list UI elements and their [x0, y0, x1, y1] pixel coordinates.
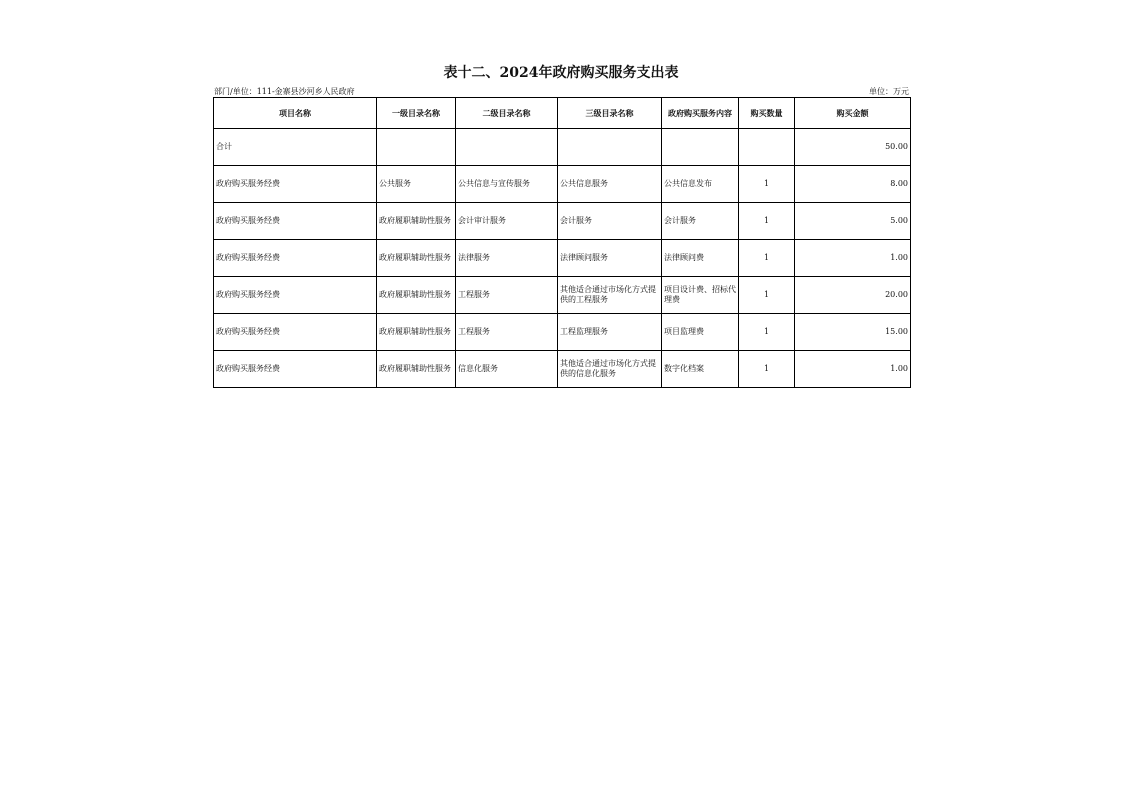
table-row: [214, 240, 911, 277]
cell-level1: 公共服务: [377, 166, 456, 203]
cell-level3: 其他适合通过市场化方式提供的工程服务: [558, 277, 662, 314]
table-row: [214, 314, 911, 351]
table-row: [214, 203, 911, 240]
total-empty-cell: [662, 129, 739, 166]
cell-amount: 1.00: [795, 351, 911, 388]
cell-project: 政府购买服务经费: [214, 277, 377, 314]
cell-amount: 15.00: [795, 314, 911, 351]
cell-level1: 政府履职辅助性服务: [377, 314, 456, 351]
table-row: [214, 351, 911, 388]
header-level1: 一级目录名称: [377, 98, 456, 129]
purchase-services-table: [213, 97, 911, 388]
header-level2: 二级目录名称: [456, 98, 558, 129]
cell-quantity: 1: [739, 203, 795, 240]
cell-amount: 20.00: [795, 277, 911, 314]
header-project-name: 项目名称: [214, 98, 377, 129]
cell-amount: 8.00: [795, 166, 911, 203]
cell-level1: 政府履职辅助性服务: [377, 351, 456, 388]
cell-content: 公共信息发布: [662, 166, 739, 203]
cell-level2: 信息化服务: [456, 351, 558, 388]
cell-level3: 会计服务: [558, 203, 662, 240]
cell-level3: 公共信息服务: [558, 166, 662, 203]
cell-quantity: 1: [739, 240, 795, 277]
cell-level3: 其他适合通过市场化方式提供的信息化服务: [558, 351, 662, 388]
cell-content: 法律顾问费: [662, 240, 739, 277]
cell-amount: 5.00: [795, 203, 911, 240]
header-level3: 三级目录名称: [558, 98, 662, 129]
header-quantity: 购买数量: [739, 98, 795, 129]
header-service-content: 政府购买服务内容: [662, 98, 739, 129]
cell-project: 政府购买服务经费: [214, 203, 377, 240]
cell-level3: 工程监理服务: [558, 314, 662, 351]
cell-project: 政府购买服务经费: [214, 314, 377, 351]
cell-level2: 工程服务: [456, 277, 558, 314]
cell-project: 政府购买服务经费: [214, 240, 377, 277]
cell-amount: 1.00: [795, 240, 911, 277]
total-empty-cell: [739, 129, 795, 166]
cell-project: 政府购买服务经费: [214, 351, 377, 388]
cell-content: 数字化档案: [662, 351, 739, 388]
cell-level2: 工程服务: [456, 314, 558, 351]
total-row: [214, 129, 911, 166]
department-label: 部门/单位：111-金寨县沙河乡人民政府: [214, 87, 355, 96]
cell-level2: 公共信息与宣传服务: [456, 166, 558, 203]
header-amount: 购买金额: [795, 98, 911, 129]
cell-content: 项目设计费、招标代理费: [662, 277, 739, 314]
cell-quantity: 1: [739, 277, 795, 314]
cell-level1: 政府履职辅助性服务: [377, 277, 456, 314]
table-header-row: [214, 98, 911, 129]
total-amount: 50.00: [795, 129, 911, 166]
unit-label: 单位：万元: [869, 87, 909, 96]
cell-project: 政府购买服务经费: [214, 166, 377, 203]
cell-level2: 法律服务: [456, 240, 558, 277]
cell-quantity: 1: [739, 166, 795, 203]
cell-level1: 政府履职辅助性服务: [377, 240, 456, 277]
total-label: 合计: [214, 129, 377, 166]
cell-level1: 政府履职辅助性服务: [377, 203, 456, 240]
page-title: 表十二、2024年政府购买服务支出表: [443, 65, 679, 81]
cell-quantity: 1: [739, 314, 795, 351]
cell-content: 项目监理费: [662, 314, 739, 351]
cell-content: 会计服务: [662, 203, 739, 240]
total-empty-cell: [456, 129, 558, 166]
table-row: [214, 277, 911, 314]
cell-level3: 法律顾问服务: [558, 240, 662, 277]
cell-quantity: 1: [739, 351, 795, 388]
total-empty-cell: [558, 129, 662, 166]
table-row: [214, 166, 911, 203]
total-empty-cell: [377, 129, 456, 166]
cell-level2: 会计审计服务: [456, 203, 558, 240]
